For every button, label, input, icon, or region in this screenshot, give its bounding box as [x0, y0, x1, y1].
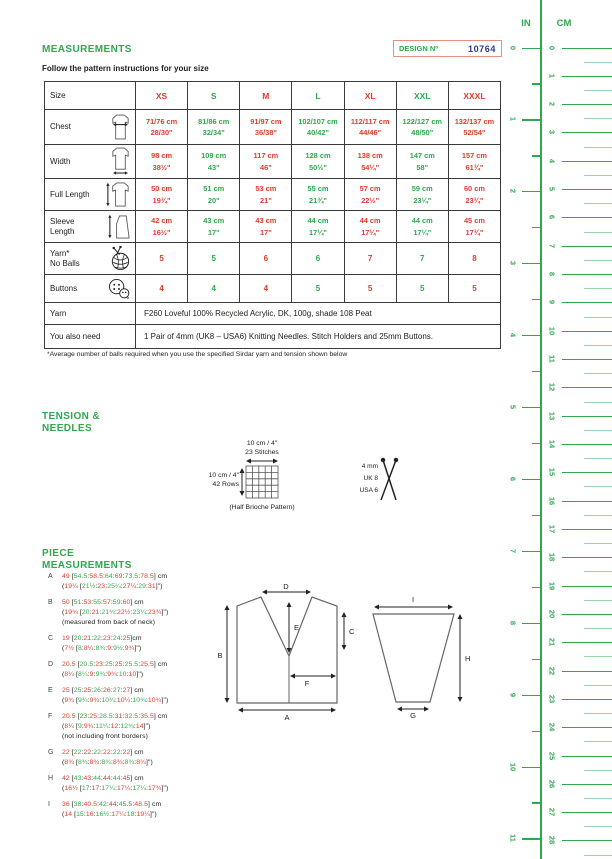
need-row-value: 1 Pair of 4mm (UK8 – USA6) Knitting Needles. Stitch Holders and 25mm Buttons.	[136, 325, 501, 349]
measurement-cell: 147 cm 58"	[396, 145, 448, 179]
measurement-cell: 122/127 cm 48/50"	[396, 110, 448, 145]
ruler-in-number: 6	[508, 476, 518, 481]
measurement-cell: 44 cm 17¼"	[344, 211, 396, 243]
measurement-cell: 4	[188, 275, 240, 303]
ruler-cm-half-line	[584, 855, 612, 856]
ruler-cm-number: 16	[547, 496, 557, 505]
piece-note: (measured from back of neck)	[62, 619, 156, 626]
ruler-cm-half-line	[584, 373, 612, 374]
piece-letter: G	[48, 749, 54, 756]
ruler-cm-number: 11	[547, 355, 557, 363]
ruler-in-number: 9	[508, 692, 518, 697]
ruler-cm-half-line	[584, 345, 612, 346]
garment-width-icon	[109, 147, 132, 176]
ruler-cm-line	[562, 614, 612, 615]
size-column-header: XXL	[396, 82, 448, 110]
ruler-cm-line	[562, 302, 612, 303]
ruler-in-half-tick	[532, 155, 541, 156]
measurement-cell: 44 cm 17¼"	[292, 211, 344, 243]
ruler-cm-line	[562, 132, 612, 133]
design-number-box	[393, 40, 502, 57]
ruler-cm-number: 12	[547, 383, 557, 392]
ruler-cm-number: 15	[547, 468, 557, 477]
ruler-cm-line	[562, 416, 612, 417]
follow-instructions-note: Follow the pattern instructions for your size	[42, 64, 209, 73]
measurement-cell: 55 cm 21¾"	[292, 179, 344, 211]
measurement-cell: 57 cm 22½"	[344, 179, 396, 211]
ruler-cm-half-line	[584, 571, 612, 572]
measurement-cell: 102/107 cm 40/42"	[292, 110, 344, 145]
design-number-label: DESIGN Nº	[399, 44, 438, 53]
ruler-cm-number: 24	[547, 723, 557, 732]
row-label: Length	[50, 226, 75, 236]
ruler-cm-line	[562, 444, 612, 445]
measurement-cell: 6	[240, 243, 292, 275]
ruler-cm-line	[562, 529, 612, 530]
table-row	[45, 275, 501, 303]
ruler-in-tick	[522, 335, 541, 336]
diagram-label-c: C	[349, 627, 355, 636]
ruler-in-tick	[522, 695, 541, 696]
ruler-cm-half-line	[584, 288, 612, 289]
size-table	[44, 81, 501, 349]
size-column-header: S	[188, 82, 240, 110]
ruler-cm-line	[562, 812, 612, 813]
table-row	[45, 243, 501, 275]
ruler-in-half-tick	[532, 802, 541, 803]
ruler-cm-number: 8	[547, 271, 557, 277]
measurement-cell: 53 cm 21"	[240, 179, 292, 211]
ruler-in-half-tick	[532, 659, 541, 660]
ruler-cm-line	[562, 671, 612, 672]
ruler-in-half-tick	[532, 299, 541, 300]
piece-values: 20.5 [20.5:23:25:25:25.5:25.5] cm (8¼ [8¼:9:9¾:9¾:10:10]")	[62, 661, 168, 678]
design-number-value: 10764	[467, 43, 496, 54]
piece-note: (not including front borders)	[62, 733, 149, 740]
ruler-cm-half-line	[584, 458, 612, 459]
measurement-cell: 81/86 cm 32/34"	[188, 110, 240, 145]
ruler-cm-half-line	[584, 62, 612, 63]
ruler-cm-number: 20	[547, 609, 557, 619]
ruler-cm-line	[562, 161, 612, 162]
sleeve-length-icon	[107, 213, 132, 240]
ruler-cm-half-line	[584, 486, 612, 487]
measurement-cell: 5	[136, 243, 188, 275]
diagram-label-b: B	[217, 651, 223, 660]
needle-size-usa: USA 6	[359, 487, 378, 494]
piece-measurement-item	[48, 774, 248, 794]
ruler-cm-number: 21	[547, 638, 557, 647]
ruler-cm-half-line	[584, 600, 612, 601]
ruler-cm-line	[562, 246, 612, 247]
ruler-cm-number: 7	[547, 243, 557, 248]
ruler-in-number: 7	[508, 548, 518, 553]
ruler-cm-line	[562, 840, 612, 841]
measurement-cell: 4	[136, 275, 188, 303]
ruler-in-label: IN	[521, 18, 531, 29]
ruler-cm-number: 6	[547, 215, 557, 220]
row-label-cell	[45, 275, 136, 303]
piece-values: 20.5 [23:25:28.5:31:32.5:35.5] cm (8¼ [9:9¾:11¼:12:12¾:14]") (not including front borders)	[62, 713, 168, 740]
garment-chest-icon	[109, 114, 132, 140]
measurement-cell: 4	[240, 275, 292, 303]
measurement-cell: 91/97 cm 36/38"	[240, 110, 292, 145]
row-label: Sleeve	[50, 216, 75, 226]
ruler-cm-line	[562, 76, 612, 77]
size-header-label: Size	[45, 82, 136, 110]
tension-pattern-note: (Half Brioche Pattern)	[229, 504, 295, 511]
ruler-cm-line	[562, 472, 612, 473]
ruler-cm-half-line	[584, 543, 612, 544]
row-label: Chest	[50, 122, 71, 131]
ruler-in-half-tick	[532, 227, 541, 228]
ruler-in-tick	[522, 479, 541, 480]
ruler-cm-number: 18	[547, 553, 557, 562]
ruler-cm-number: 1	[547, 73, 557, 78]
tension-heading-line1: TENSION &	[42, 411, 101, 422]
table-row	[45, 211, 501, 243]
row-label: No Balls	[50, 258, 80, 268]
piece-values: 22 [22:22:22:22:22:22] cm (8¾ [8¾:8¾:8¾:8¾:8¾:8¾]")	[62, 749, 153, 766]
ruler-cm-line	[562, 501, 612, 502]
ruler-cm-label: CM	[556, 18, 572, 29]
row-label: Buttons	[50, 283, 78, 293]
ruler-in-number: 4	[508, 333, 518, 338]
ruler-in-tick	[522, 119, 541, 120]
ruler-cm-line	[562, 699, 612, 700]
row-label-cell	[45, 179, 136, 211]
table-row	[45, 110, 501, 145]
yarn-ball-icon	[108, 246, 132, 272]
measurement-cell: 5	[396, 275, 448, 303]
ruler-cm-half-line	[584, 430, 612, 431]
ruler-cm-number: 17	[547, 524, 557, 534]
ruler-cm-number: 9	[547, 300, 557, 305]
diagram-label-a: A	[284, 713, 290, 722]
row-label: Width	[50, 156, 71, 166]
piece-letter: A	[48, 573, 53, 580]
page-title: MEASUREMENTS	[42, 44, 132, 55]
balls-footnote: *Average number of balls required when you use the specified Sirdar yarn and tension shown below	[47, 351, 348, 358]
measurement-cell: 8	[448, 243, 500, 275]
measurement-cell: 117 cm 46"	[240, 145, 292, 179]
ruler-cm-number: 3	[547, 130, 557, 135]
measurement-cell: 109 cm 43"	[188, 145, 240, 179]
ruler-cm-number: 25	[547, 751, 557, 760]
ruler-cm-half-line	[584, 628, 612, 629]
piece-letter: H	[48, 775, 54, 782]
measurement-cell: 51 cm 20"	[188, 179, 240, 211]
ruler-cm-line	[562, 274, 612, 275]
measurement-cell: 5	[292, 275, 344, 303]
ruler-in-number: 5	[508, 404, 518, 410]
piece-letter: C	[48, 635, 54, 642]
measurement-cell: 44 cm 17¼"	[396, 211, 448, 243]
ruler-in-half-tick	[532, 587, 541, 588]
ruler-cm-number: 14	[547, 439, 557, 449]
diagram-label-g: G	[410, 711, 416, 720]
need-info-row	[45, 325, 501, 349]
ruler-cm-half-line	[584, 826, 612, 827]
size-column-header: M	[240, 82, 292, 110]
ruler-cm-line	[562, 557, 612, 558]
garment-length-icon	[105, 181, 132, 208]
ruler-cm-line	[562, 359, 612, 360]
piece-values: 49 [54.5:58.5:64:69:73.5:78.5] cm (19¼ [21½:23:25¼:27¼:29:31]")	[62, 573, 168, 590]
piece-values: 19 [20:21:22:23:24:25]cm (7½ [8:8¼:8¾:9:9½:9¾]")	[62, 635, 142, 652]
piece-letter: F	[48, 713, 53, 720]
tension-diagram	[190, 432, 405, 512]
ruler-in-tick	[522, 623, 541, 624]
ruler-in-tick	[522, 407, 541, 408]
measurement-cell: 43 cm 17"	[188, 211, 240, 243]
yarn-row-label: Yarn	[45, 303, 136, 325]
ruler-cm-number: 19	[547, 581, 557, 590]
yarn-info-row	[45, 303, 501, 325]
measurement-cell: 7	[344, 243, 396, 275]
piece-values: 36 [38:40.5:42:44:45.5:48.5] cm (14 [15:16:16½:17¼:18:19¼]")	[62, 801, 162, 818]
row-label-cell	[45, 243, 136, 275]
measurement-cell: 132/137 cm 52/54"	[448, 110, 500, 145]
measurement-cell: 50 cm 19¾"	[136, 179, 188, 211]
piece-letter: D	[48, 661, 54, 668]
ruler-in-tick	[522, 48, 541, 49]
ruler-cm-half-line	[584, 232, 612, 233]
need-row-label: You also need	[45, 325, 136, 349]
size-column-header: L	[292, 82, 344, 110]
needle-size-uk: UK 8	[363, 475, 378, 482]
piece-heading-line1: PIECE	[42, 548, 75, 559]
ruler-cm-line	[562, 189, 612, 190]
piece-heading-line2: MEASUREMENTS	[42, 560, 132, 571]
diagram-label-f: F	[304, 679, 310, 688]
size-column-header: XS	[136, 82, 188, 110]
ruler-cm-half-line	[584, 203, 612, 204]
measurement-cell: 6	[292, 243, 344, 275]
measurement-cell: 112/117 cm 44/46"	[344, 110, 396, 145]
ruler-cm-line	[562, 727, 612, 728]
piece-measurement-item	[48, 748, 248, 768]
ruler-cm-half-line	[584, 798, 612, 799]
ruler-in-half-tick	[532, 515, 541, 516]
size-table-body	[45, 82, 501, 349]
ruler-cm-half-line	[584, 90, 612, 91]
sleeve-schematic	[373, 595, 470, 720]
measurement-cell: 71/76 cm 28/30"	[136, 110, 188, 145]
ruler-in-number: 10	[508, 762, 518, 771]
ruler-cm-number: 26	[547, 779, 557, 788]
piece-measurement-item	[48, 800, 248, 820]
measurement-cell: 5	[448, 275, 500, 303]
row-label-cell	[45, 110, 136, 145]
ruler-cm-number: 28	[547, 836, 557, 845]
diagram-label-h: H	[465, 654, 471, 663]
knitting-needles-icon	[381, 459, 398, 501]
ruler-cm-line	[562, 642, 612, 643]
ruler-cm-number: 23	[547, 694, 557, 704]
ruler-cm-number: 0	[547, 45, 557, 50]
diagram-label-d: D	[283, 582, 289, 591]
piece-letter: I	[48, 801, 50, 808]
table-row	[45, 145, 501, 179]
ruler-in-tick	[522, 263, 541, 264]
tension-grid-icon	[246, 466, 278, 498]
piece-values: 50 [51:53:55:57:59:60] cm (19¾ [20:21:21¾:22½:23¼:23¾]") (measured from back of neck)	[62, 599, 169, 626]
piece-values: 42 [43:43:44:44:44:45] cm (16½ [17:17:17¼:17¼:17¼:17¾]")	[62, 775, 169, 792]
ruler-cm-half-line	[584, 515, 612, 516]
tension-rows-line1: 10 cm / 4"	[208, 472, 239, 479]
ruler-in-number: 11	[508, 834, 518, 843]
piece-values: 25 [25:25:26:26:27:27] cm (9¾ [9¾:9¾:10¼:10¼:10¾:10¾]")	[62, 687, 169, 704]
ruler-cm-number: 4	[547, 158, 557, 163]
ruler-in-tick	[522, 551, 541, 552]
piece-letter: E	[48, 687, 53, 694]
measurement-cell: 128 cm 50½"	[292, 145, 344, 179]
measurement-cell: 45 cm 17¾"	[448, 211, 500, 243]
ruler-in-tick	[522, 838, 541, 839]
measurement-cell: 5	[344, 275, 396, 303]
measurement-cell: 7	[396, 243, 448, 275]
ruler-cm-half-line	[584, 770, 612, 771]
ruler-in-tick	[522, 191, 541, 192]
ruler-cm-number: 13	[547, 411, 557, 420]
ruler-cm-number: 5	[547, 187, 557, 192]
yarn-row-value: F260 Loveful 100% Recycled Acrylic, DK, 100g, shade 108 Peat	[136, 303, 501, 325]
measurement-cell: 98 cm 38½"	[136, 145, 188, 179]
ruler-in-half-tick	[532, 371, 541, 372]
size-header-row	[45, 82, 501, 110]
ruler-in-tick	[522, 767, 541, 768]
ruler-cm-half-line	[584, 260, 612, 261]
ruler-in-number: 3	[508, 261, 518, 266]
ruler-cm-line	[562, 387, 612, 388]
ruler-cm-half-line	[584, 317, 612, 318]
ruler-cm-half-line	[584, 713, 612, 714]
measurement-cell: 43 cm 17"	[240, 211, 292, 243]
measurement-cell: 5	[188, 243, 240, 275]
ruler-cm-line	[562, 586, 612, 587]
row-label-cell	[45, 145, 136, 179]
buttons-icon	[106, 278, 132, 300]
body-schematic	[217, 582, 355, 722]
ruler-cm-number: 27	[547, 807, 557, 817]
ruler-cm-line	[562, 104, 612, 105]
diagram-label-e: E	[294, 623, 300, 632]
ruler-cm-line	[562, 217, 612, 218]
table-row	[45, 179, 501, 211]
ruler-cm-half-line	[584, 402, 612, 403]
ruler-cm-half-line	[584, 118, 612, 119]
ruler-in-number: 8	[508, 620, 518, 625]
ruler-cm-line	[562, 784, 612, 785]
ruler-cm-half-line	[584, 147, 612, 148]
measurement-cell: 42 cm 16½"	[136, 211, 188, 243]
tension-stitches-line1: 10 cm / 4"	[246, 440, 278, 447]
row-label: Full Length	[50, 189, 90, 199]
tension-heading-line2: NEEDLES	[42, 423, 93, 434]
needle-size-mm: 4 mm	[361, 463, 378, 470]
measurement-cell: 138 cm 54¼"	[344, 145, 396, 179]
ruler-cm-number: 2	[547, 102, 557, 107]
measurement-cell: 60 cm 23¾"	[448, 179, 500, 211]
ruler-cm-half-line	[584, 685, 612, 686]
row-label: Yarn*	[50, 248, 70, 258]
ruler-cm-number: 22	[547, 666, 557, 675]
row-label-cell	[45, 211, 136, 243]
size-column-header: XL	[344, 82, 396, 110]
measurement-cell: 157 cm 61¾"	[448, 145, 500, 179]
ruler-cm-number: 10	[547, 326, 557, 335]
tension-rows-line2: 42 Rows	[212, 481, 239, 488]
ruler-cm-half-line	[584, 741, 612, 742]
piece-letter: B	[48, 599, 53, 606]
ruler-in-number: 1	[508, 117, 518, 122]
ruler-cm-half-line	[584, 175, 612, 176]
ruler-in-half-tick	[532, 443, 541, 444]
ruler-cm-line	[562, 756, 612, 757]
ruler-cm-half-line	[584, 656, 612, 657]
ruler-cm-line	[562, 48, 612, 49]
ruler-in-number: 0	[508, 45, 518, 50]
ruler-in-half-tick	[532, 83, 541, 84]
ruler-in-half-tick	[532, 731, 541, 732]
ruler-cm-line	[562, 331, 612, 332]
ruler-in-number: 2	[508, 189, 518, 194]
size-column-header: XXXL	[448, 82, 500, 110]
tension-stitches-line2: 23 Stitches	[245, 449, 279, 456]
measurement-cell: 59 cm 23¼"	[396, 179, 448, 211]
schematic-diagrams	[215, 580, 475, 728]
diagram-label-i: I	[411, 595, 415, 604]
